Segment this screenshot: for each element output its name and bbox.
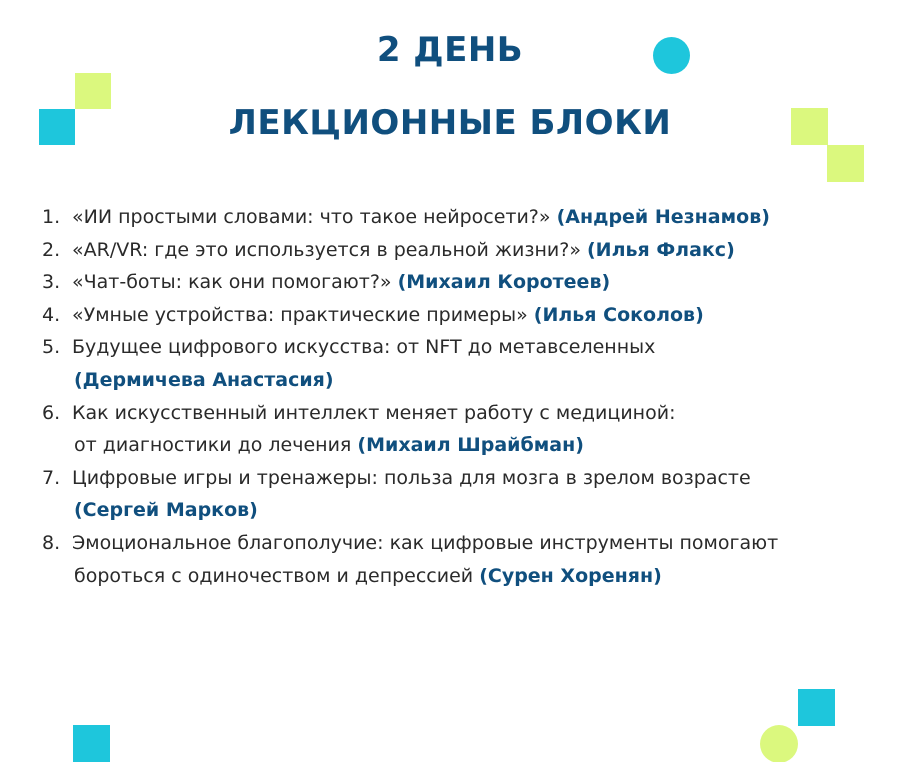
list-item-number: 2.: [42, 238, 61, 261]
lecture-speaker: (Михаил Шрайбман): [357, 434, 584, 457]
lecture-list: [42, 201, 882, 592]
list-item: [42, 234, 882, 267]
lecture-speaker: (Дермичева Анастасия): [74, 368, 334, 391]
list-item: [42, 331, 882, 396]
lecture-title: Эмоциональное благополучие: как цифровые инструменты помогают: [72, 531, 779, 554]
list-item-number: 7.: [42, 466, 61, 489]
lecture-speaker: (Сергей Марков): [74, 499, 258, 522]
lecture-body: [72, 331, 882, 396]
lecture-title: Цифровые игры и тренажеры: польза для мозга в зрелом возрасте: [72, 466, 751, 489]
page-subtitle: ЛЕКЦИОННЫЕ БЛОКИ: [228, 103, 672, 143]
lecture-line: [72, 266, 882, 299]
lecture-speaker: (Андрей Незнамов): [556, 206, 770, 228]
decor-circle-lime: [760, 725, 798, 762]
lecture-title: «ИИ простыми словами: что такое нейросети?»: [72, 206, 551, 228]
lecture-body: [72, 299, 882, 332]
lecture-speaker: (Илья Соколов): [533, 303, 704, 326]
list-item: [42, 299, 882, 332]
lecture-title: «Чат-боты: как они помогают?»: [72, 271, 392, 294]
lecture-line: [72, 462, 882, 495]
list-item-number: 3.: [42, 271, 61, 294]
lecture-title: от диагностики до лечения: [74, 434, 352, 457]
lecture-title: «Умные устройства: практические примеры»: [72, 303, 528, 326]
list-item: [42, 527, 882, 592]
lecture-body: [72, 201, 882, 234]
lecture-title: бороться с одиночеством и депрессией: [74, 564, 474, 587]
lecture-speaker: (Илья Флакс): [587, 238, 735, 261]
lecture-body: [72, 462, 882, 527]
lecture-speaker: (Михаил Коротеев): [397, 271, 611, 294]
lecture-line: [72, 397, 882, 430]
lecture-line: [72, 364, 882, 397]
lecture-body: [72, 397, 882, 462]
list-item-number: 4.: [42, 303, 61, 326]
lecture-line: [72, 494, 882, 527]
lecture-line: [72, 234, 882, 267]
lecture-speaker: (Сурен Хоренян): [479, 564, 662, 587]
decor-square-lime: [827, 145, 864, 182]
list-item: [42, 201, 882, 234]
list-item-number: 1.: [42, 206, 61, 228]
list-item-number: 6.: [42, 401, 61, 424]
lecture-line: [72, 527, 882, 560]
lecture-line: [72, 429, 882, 462]
list-item: [42, 397, 882, 462]
lecture-body: [72, 527, 882, 592]
list-item-number: 8.: [42, 531, 61, 554]
lecture-title: Как искусственный интеллект меняет работу с медициной:: [72, 401, 676, 424]
lecture-title: «AR/VR: где это используется в реальной жизни?»: [72, 238, 581, 261]
decor-square-cyan: [798, 689, 835, 726]
lecture-line: [72, 560, 882, 593]
lecture-body: [72, 266, 882, 299]
list-item-number: 5.: [42, 336, 61, 359]
lecture-line: [72, 299, 882, 332]
list-item: [42, 266, 882, 299]
lecture-body: [72, 234, 882, 267]
page-title: 2 ДЕНЬ: [376, 30, 524, 70]
lecture-title: Будущее цифрового искусства: от NFT до метавселенных: [72, 336, 656, 359]
decor-square-cyan: [73, 725, 110, 762]
list-item: [42, 462, 882, 527]
lecture-line: [72, 331, 882, 364]
lecture-line: [72, 201, 882, 234]
